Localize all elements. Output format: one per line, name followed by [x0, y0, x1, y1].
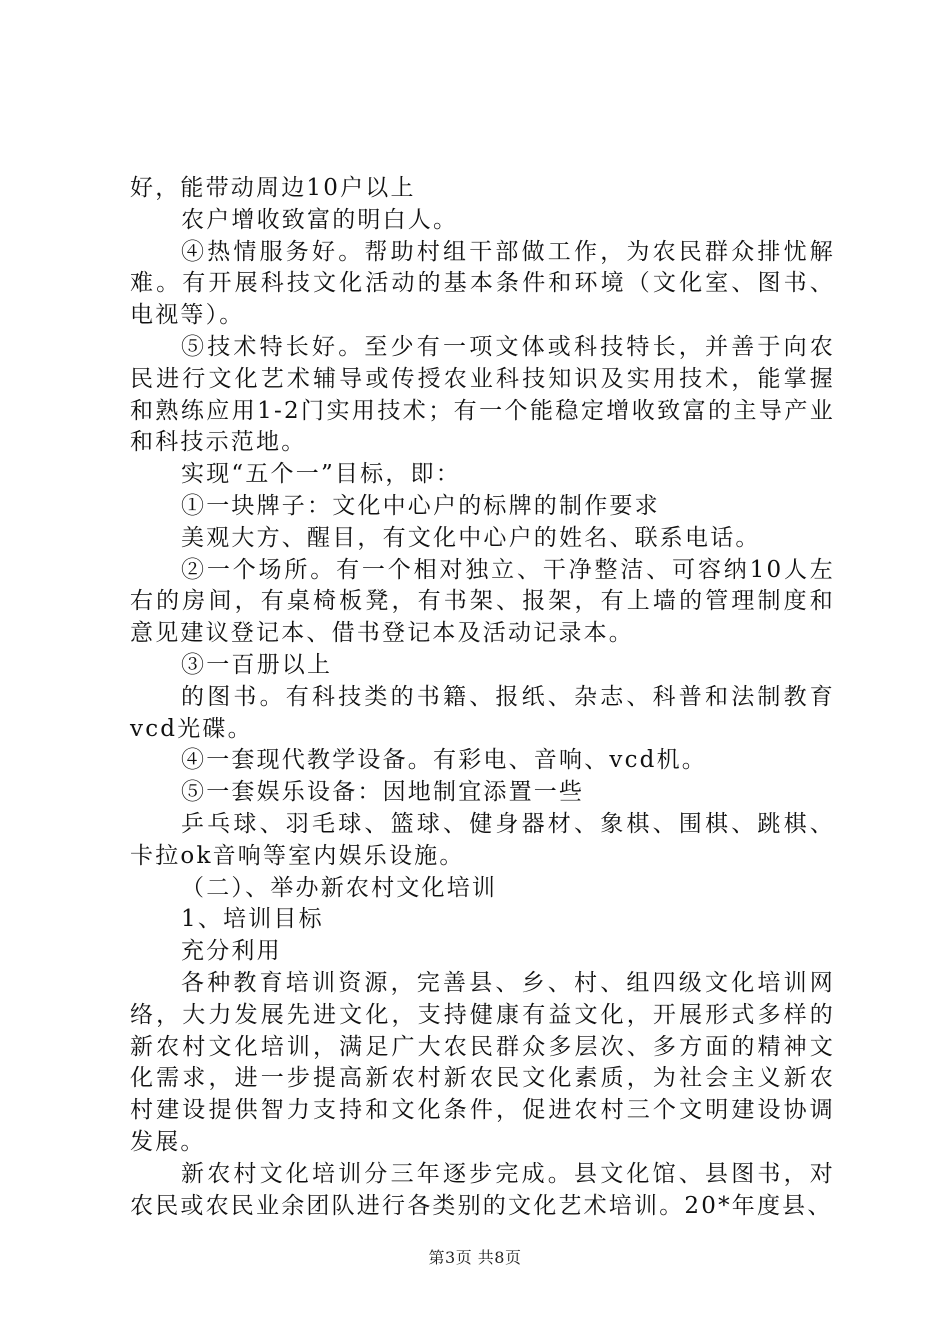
paragraph: ④热情服务好。帮助村组干部做工作，为农民群众排忧解难。有开展科技文化活动的基本条件和环境（文化室、图书、电视等）。 — [130, 238, 835, 329]
subsection-heading: 1、培训目标 — [181, 906, 324, 933]
paragraph: ①一块牌子：文化中心户的标牌的制作要求 — [181, 492, 660, 519]
paragraph: 美观大方、醒目，有文化中心户的姓名、联系电话。 — [181, 524, 761, 551]
paragraph: 好，能带动周边10户以上 — [130, 175, 416, 201]
paragraph: 乒乓球、羽毛球、篮球、健身器材、象棋、围棋、跳棋、卡拉ok音响等室内娱乐设施。 — [130, 810, 835, 869]
paragraph: ⑤技术特长好。至少有一项文体或科技特长，并善于向农民进行文化艺术辅导或传授农业科技知识及实用技术，能掌握和熟练应用1-2门实用技术；有一个能稳定增收致富的主导产业和科技示范地。 — [130, 333, 835, 456]
section-heading: （二）、举办新农村文化培训 — [181, 874, 498, 901]
paragraph: 各种教育培训资源，完善县、乡、村、组四级文化培训网络，大力发展先进文化，支持健康有益文化，开展形式多样的新农村文化培训，满足广大农民群众多层次、多方面的精神文化需求，进一步提高新农村新农民文化素质，为社会主义新农村建设提供智力支持和文化条件，促进农村三个文明建设协调发展。 — [130, 969, 835, 1155]
paragraph: 农户增收致富的明白人。 — [181, 206, 459, 233]
page-number-footer: 第3页 共8页 — [428, 1248, 522, 1267]
paragraph: ⑤一套娱乐设备：因地制宜添置一些 — [181, 779, 585, 806]
paragraph: 的图书。有科技类的书籍、报纸、杂志、科普和法制教育vcd光碟。 — [130, 683, 835, 742]
paragraph: 新农村文化培训分三年逐步完成。县文化馆、县图书，对农民或农民业余团队进行各类别的文化艺术培训。20*年度县、 — [130, 1160, 835, 1219]
paragraph: 实现“五个一”目标，即： — [181, 461, 461, 488]
paragraph: ③一百册以上 — [181, 651, 333, 678]
paragraph: ②一个场所。有一个相对独立、干净整洁、可容纳10人左右的房间，有桌椅板凳，有书架、报架，有上墙的管理制度和意见建议登记本、借书登记本及活动记录本。 — [130, 556, 835, 647]
document-body — [130, 173, 835, 1222]
paragraph: ④一套现代教学设备。有彩电、音响、vcd机。 — [181, 747, 707, 774]
paragraph: 充分利用 — [181, 938, 282, 965]
